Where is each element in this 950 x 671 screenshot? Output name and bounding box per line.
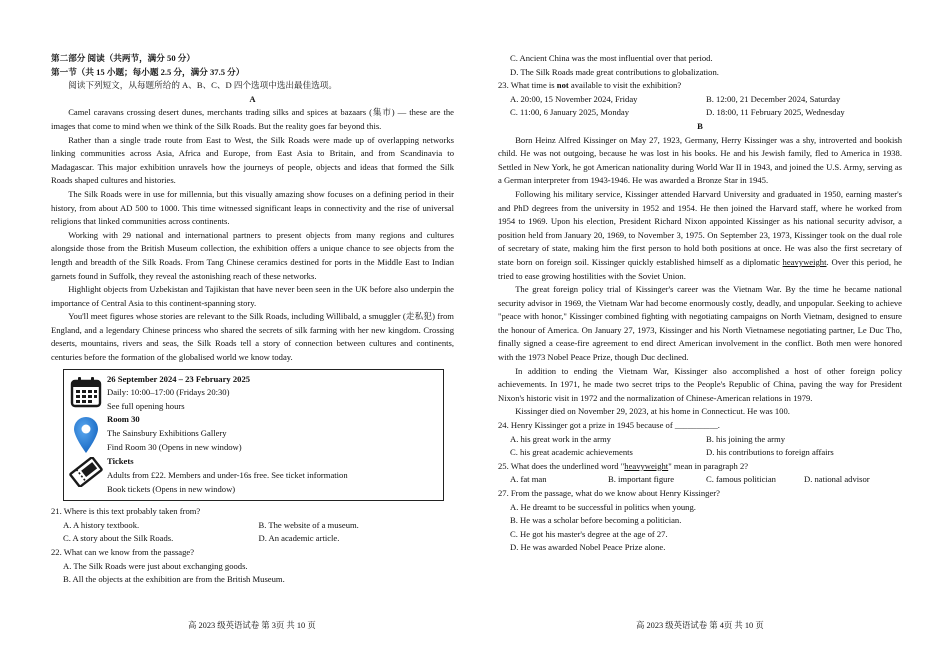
question-23-text: 23. What time is [498,80,557,91]
option-22d: D. The Silk Roads made great contributions to globalization. [510,66,719,77]
underlined-word: heavyweight [782,256,827,267]
instruction: 阅读下列短文，从每题所给的 A、B、C、D 四个选项中选出最佳选项。 [68,80,337,91]
passage-a-label: A [249,93,256,104]
option-22a: A. The Silk Roads were just about exchanging goods. [63,560,248,571]
question-25-options [498,473,902,487]
option-25b: B. important figure [608,474,675,485]
passage-b-paragraph [498,188,902,283]
section-title: 第一节（共 15 小题；每小题 2.5 分，满分 37.5 分） [51,66,245,77]
option-25c: C. famous politician [706,474,776,485]
passage-a-paragraph: Highlight objects from Uzbekistan and Tajikistan that have never been seen in the UK before also underpin the importance of Central Asia to this continent-spanning story. [51,284,454,308]
question-21-options [51,519,454,546]
passage-b-paragraph: Kissinger died on November 29, 2023, at his home in Connecticut. He was 100. [515,406,790,417]
passage-b-paragraph-2-tail: . Over this period, he tried to ease growing hostilities with the Soviet Union. [498,256,902,281]
info-room-row [64,413,443,455]
book-tickets-link[interactable]: Book tickets (Opens in new window) [107,483,236,494]
option-22b: B. All the objects at the exhibition are from the British Museum. [63,574,285,585]
option-24c: C. his great academic achievements [510,447,633,458]
passage-b-paragraph-2-text: Following his military service, Kissinger attended Harvard University and graduated in 1950, earning master's and PhD degrees from the university in 1952 and 1954. He then joined the Harvard staff, where he worked from 1954 to 1969. Upon his election, President Richard Nixon appointed Kissinger as his national security advisor, a position held from January 20, 1969, to November 3, 1975. On September 23, 1973, Kissinger took on the dual role of secretary of state, making him the first person to hold both positions at once. He was also the first secretary of state born on foreign soil. Kissinger quickly established himself as a diplomatic [498,188,902,267]
option-24a: A. his great work in the army [510,433,611,444]
page-footer-left: 高 2023 级英语试卷 第 3页 共 10 页 [188,621,316,630]
option-24d: D. his contributions to foreign affairs [706,447,834,458]
passage-a-paragraph: You'll meet figures whose stories are relevant to the Silk Roads, including Willibald, a smuggler (走私犯) from England, and a legendary Chinese princess who shared the secrets of silk farming with her new kingdom. Crossing deserts, mountains, rivers and seas, the Silk Roads tell a story of connection between cultures and continents, centuries before the formation of the globalised world we know today. [51,311,454,363]
question-27-options [498,501,902,555]
passage-a-paragraph: The Silk Roads were in use for millennia, but this visually amazing show focuses on a defining period in their history, from about AD 500 to 1000. This time witnessed significant leaps in connectivity and the rise of universal religions that linked communities across continents. [51,188,454,227]
option-21b: B. The website of a museum. [258,519,359,530]
option-25a: A. fat man [510,474,547,485]
passage-a-paragraph: Working with 29 national and international partners to present objects from many regions and cultures alongside those from the British Museum collection, the exhibition offers a unique chance to see objects from the length and breadth of the Silk Roads. From Tang Chinese ceramics destined for ports in the Middle East to Indian garnets found in Suffolk, they reveal the astonishing reach of these networks. [51,229,454,281]
option-21c: C. A story about the Silk Roads. [63,533,174,544]
question-27: 27. From the passage, what do we know about Henry Kissinger? [498,488,720,498]
option-27d: D. He was awarded Nobel Peace Prize alone. [510,542,666,553]
option-25d: D. national advisor [804,474,870,485]
question-22: 22. What can we know from the passage? [51,547,195,557]
exhibition-info-box [63,369,444,502]
calendar-icon [64,373,107,414]
question-22-options [51,560,454,587]
info-tickets-row [64,455,443,496]
info-dates-row [64,373,443,414]
question-23-text-end: available to visit the exhibition? [568,80,682,91]
option-21d: D. An academic article. [258,533,340,544]
passage-a-paragraph: Rather than a single trade route from East to West, the Silk Roads were made up of overlapping networks linking communities across Asia, Africa and Europe, from East Asia to Britain, and from Scandinavia to Madagascar. This major exhibition unravels how the journeys of people, objects and ideas that formed the Silk Roads shaped cultures and histories. [51,134,454,186]
question-25-word: heavyweight [624,460,669,471]
question-25 [498,460,902,474]
question-21: 21. Where is this text probably taken from? [51,506,201,517]
option-24b: B. his joining the army [706,433,786,444]
question-24: 24. Henry Kissinger got a prize in 1945 because of __________. [498,420,720,431]
question-23-not: not [556,80,569,91]
find-room-link[interactable]: Find Room 30 (Opens in new window) [107,441,242,452]
option-22c: C. Ancient China was the most influential over that period. [510,53,713,63]
ticket-icon [64,455,107,496]
option-23b: B. 12:00, 21 December 2024, Saturday [706,93,841,104]
left-page [51,52,454,587]
question-25-text-end: " mean in paragraph 2? [668,460,749,471]
option-21a: A. A history textbook. [63,519,140,530]
info-room: Room 30 [107,414,140,425]
question-23-options [498,93,902,120]
info-tickets-title: Tickets [107,456,134,467]
passage-b-paragraph: In addition to ending the Vietnam War, Kissinger also accomplished a host of other foreign policy achievements. In 1971, he made two secret trips to the People's Republic of China, paving the way for President Nixon's historic visit in 1972 and the normalization of Chinese-American relations in 1979. [498,365,902,403]
info-ticket-prices: Adults from £22. Members and under-16s free. See ticket information [107,470,348,481]
part-title: 第二部分 阅读（共两节，满分 50 分） [51,53,195,63]
option-23c: C. 11:00, 6 January 2025, Monday [510,107,630,118]
passage-a-paragraph: Camel caravans crossing desert dunes, merchants trading silks and spices at bazaars (集市) — these are the images that come to mind when we think of the Silk Roads. But the reality goes far beyond this. [51,107,454,131]
question-24-options [498,433,902,460]
passage-b-paragraph: The great foreign policy trial of Kissinger's career was the Vietnam War. By the time he became national security advisor in 1969, the Vietnam War had become enormously costly, deadly, and unpopular. Seeking to achieve "peace with honor," Kissinger combined fighting with negotiating campaigns on North Vietnam, designed to ensure the honour of America. On January 27, 1973, Kissinger and his North Vietnamese negotiating partner, Le Duc Tho, finally signed a cease-fire agreement to end direct American involvement in the conflict. Both men were honored with the 1973 Nobel Peace Prize, though Duc declined. [498,284,902,363]
option-23a: A. 20:00, 15 November 2024, Friday [510,93,638,104]
info-dates: 26 September 2024 – 23 February 2025 [107,373,251,384]
info-daily-hours: Daily: 10:00–17:00 (Fridays 20:30) [107,387,230,398]
page-footer-right: 高 2023 级英语试卷 第 4页 共 10 页 [636,621,764,630]
option-27a: A. He dreamt to be successful in politics when young. [510,501,696,512]
question-23 [498,79,902,93]
question-22-options-cont [498,52,902,79]
passage-b-paragraph: Born Heinz Alfred Kissinger on May 27, 1923, Germany, Herry Kissinger was a shy, introverted and bookish child. He was not outgoing, because he was lost in his books. He and his Jewish family, fled to America in 1938. Settled in New York, he got American nationality during World War II in 1943, and joined the U.S. Army, serving as a German interpreter from 1943-1946. He was awarded a Bronze Star in 1945. [498,134,902,186]
opening-hours-link[interactable]: See full opening hours [107,400,185,411]
map-pin-icon [64,413,107,455]
question-25-text: 25. What does the underlined word " [498,460,625,471]
passage-b-label: B [697,120,703,131]
right-page [498,52,902,555]
option-27c: C. He got his master's degree at the age of 27. [510,528,668,539]
option-27b: B. He was a scholar before becoming a politician. [510,515,682,526]
info-gallery: The Sainsbury Exhibitions Gallery [107,428,227,439]
option-23d: D. 18:00, 11 February 2025, Wednesday [706,107,845,118]
